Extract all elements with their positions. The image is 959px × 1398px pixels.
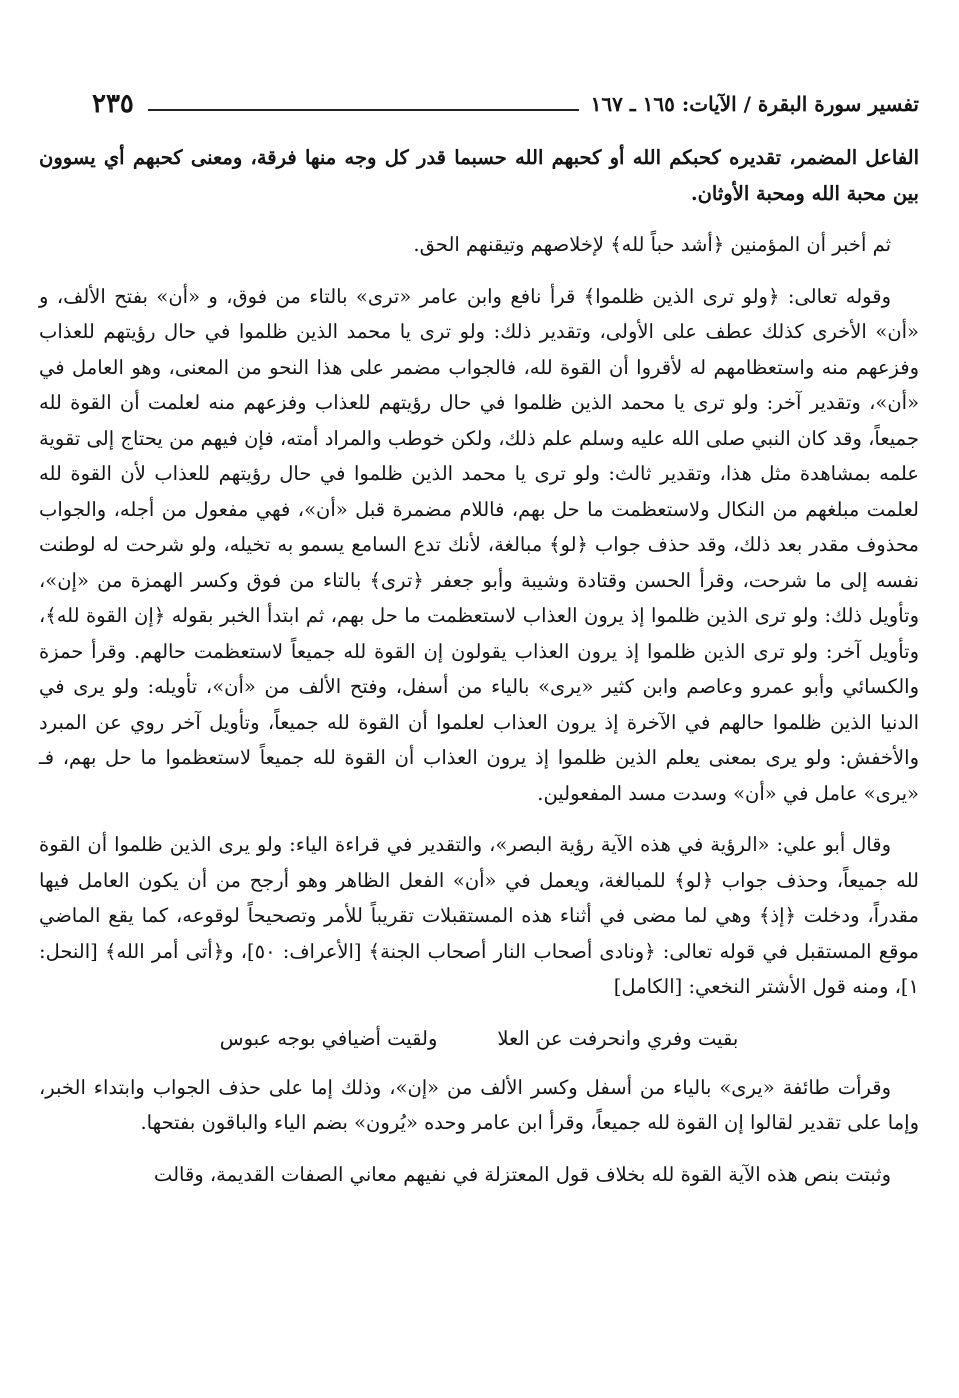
verse-second-hemistich: ولقيت أضيافي بوجه عبوس [219, 1026, 438, 1050]
page-number: ٢٣٥ [92, 89, 134, 119]
running-title: تفسير سورة البقرة / الآيات: ١٦٥ ـ ١٦٧ [590, 92, 919, 116]
header-rule [148, 109, 579, 111]
paragraph-3: وقوله تعالى: ﴿ولو ترى الذين ظلموا﴾ قرأ نافع وابن عامر «ترى» بالتاء من فوق، و «أن» بفتح الألف، و «أن» الأخرى كذلك عطف على الأولى، وتقدير ذلك: ولو ترى يا محمد الذين ظلموا في حال رؤيتهم للعذاب وفزعهم منه واستعظامهم له لأقروا أن القوة لله، فالجواب مضمر على هذا النحو من المعنى، وهو العامل في «أن»، وتقدير آخر: ولو ترى يا محمد الذين ظلموا في حال رؤيتهم للعذاب وفزعهم منه لعلمت أن القوة لله جميعاً، وقد كان النبي صلى الله عليه وسلم علم ذلك، ولكن خوطب والمراد أمته، فإن فيهم من يحتاج إلى تقوية علمه بمشاهدة مثل هذا، وتقدير ثالث: ولو ترى يا محمد الذين ظلموا في حال رؤيتهم للعذاب لأن القوة لله لعلمت مبلغهم من النكال ولاستعظمت ما حل بهم، فاللام مضمرة قبل «أن»، فهي مفعول من أجله، والجواب محذوف مقدر بعد ذلك، وقد حذف جواب ﴿لو﴾ مبالغة، لأنك تدع السامع يسمو به تخيله، ولو شرحت له لوطنت نفسه إلى ما شرحت، وقرأ الحسن وقتادة وشيبة وأبو جعفر ﴿ترى﴾ بالتاء من فوق وكسر الهمزة من «إن»، وتأويل ذلك: ولو ترى الذين ظلموا إذ يرون العذاب لاستعظمت ما حل بهم، ثم ابتدأ الخبر بقوله ﴿إن القوة لله﴾، وتأويل آخر: ولو ترى الذين ظلموا إذ يرون العذاب يقولون إن القوة لله جميعاً لاستعظمت حالهم. وقرأ حمزة والكسائي وأبو عمرو وعاصم وابن كثير «يرى» بالياء من أسفل، وفتح الألف من «أن»، تأويله: ولو يرى في الدنيا الذين ظلموا حالهم في الآخرة إذ يرون العذاب لعلموا أن القوة لله جميعاً، وتأويل آخر روي عن المبرد والأخفش: ولو يرى بمعنى يعلم الذين ظلموا إذ يرون العذاب أن القوة لله جميعاً لاستعظموا ما حل بهم، فـ «يرى» عامل في «أن» وسدت مسد المفعولين. [39, 284, 919, 805]
page-body [39, 140, 919, 1208]
verse-first-hemistich: بقيت وفري وانحرفت عن العلا [497, 1026, 739, 1050]
paragraph-1: الفاعل المضمر، تقديره كحبكم الله أو كحبهم الله حسبما قدر كل وجه منها فرقة، ومعنى كحبهم أي يسوون بين محبة الله ومحبة الأوثان. [39, 146, 919, 205]
paragraph-2: ثم أخبر أن المؤمنين ﴿أشد حباً لله﴾ لإخلاصهم وتيقنهم الحق. [413, 233, 891, 256]
poetry-verse [39, 1021, 919, 1056]
paragraph-4: وقال أبو علي: «الرؤية في هذه الآية رؤية البصر»، والتقدير في قراءة الياء: ولو يرى الذين ظلموا أن القوة لله جميعاً، وحذف جواب ﴿لو﴾ للمبالغة، ويعمل في «أن» الفعل الظاهر وهو أرجح من أن يكون العامل فيها مقدراً، ودخلت ﴿إذ﴾ وهي لما مضى في أثناء هذه المستقبلات تقريباً للأمر وتصحيحاً لوقوعه، كما يقع الماضي موقع المستقبل في قوله تعالى: ﴿ونادى أصحاب النار أصحاب الجنة﴾ [الأعراف: ٥٠]، و﴿أتى أمر الله﴾ [النحل: ١]، ومنه قول الأشتر النخعي: [الكامل] [39, 833, 919, 998]
paragraph-5: وقرأت طائفة «يرى» بالياء من أسفل وكسر الألف من «إن»، وذلك إما على حذف الجواب وابتداء الخبر، وإما على تقدير لقالوا إن القوة لله جميعاً، وقرأ ابن عامر وحده «يُرون» بضم الياء والباقون بفتحها. [39, 1075, 919, 1134]
running-header [92, 84, 919, 124]
paragraph-6: وثبتت بنص هذه الآية القوة لله بخلاف قول المعتزلة في نفيهم معاني الصفات القديمة، وقالت [153, 1162, 891, 1186]
